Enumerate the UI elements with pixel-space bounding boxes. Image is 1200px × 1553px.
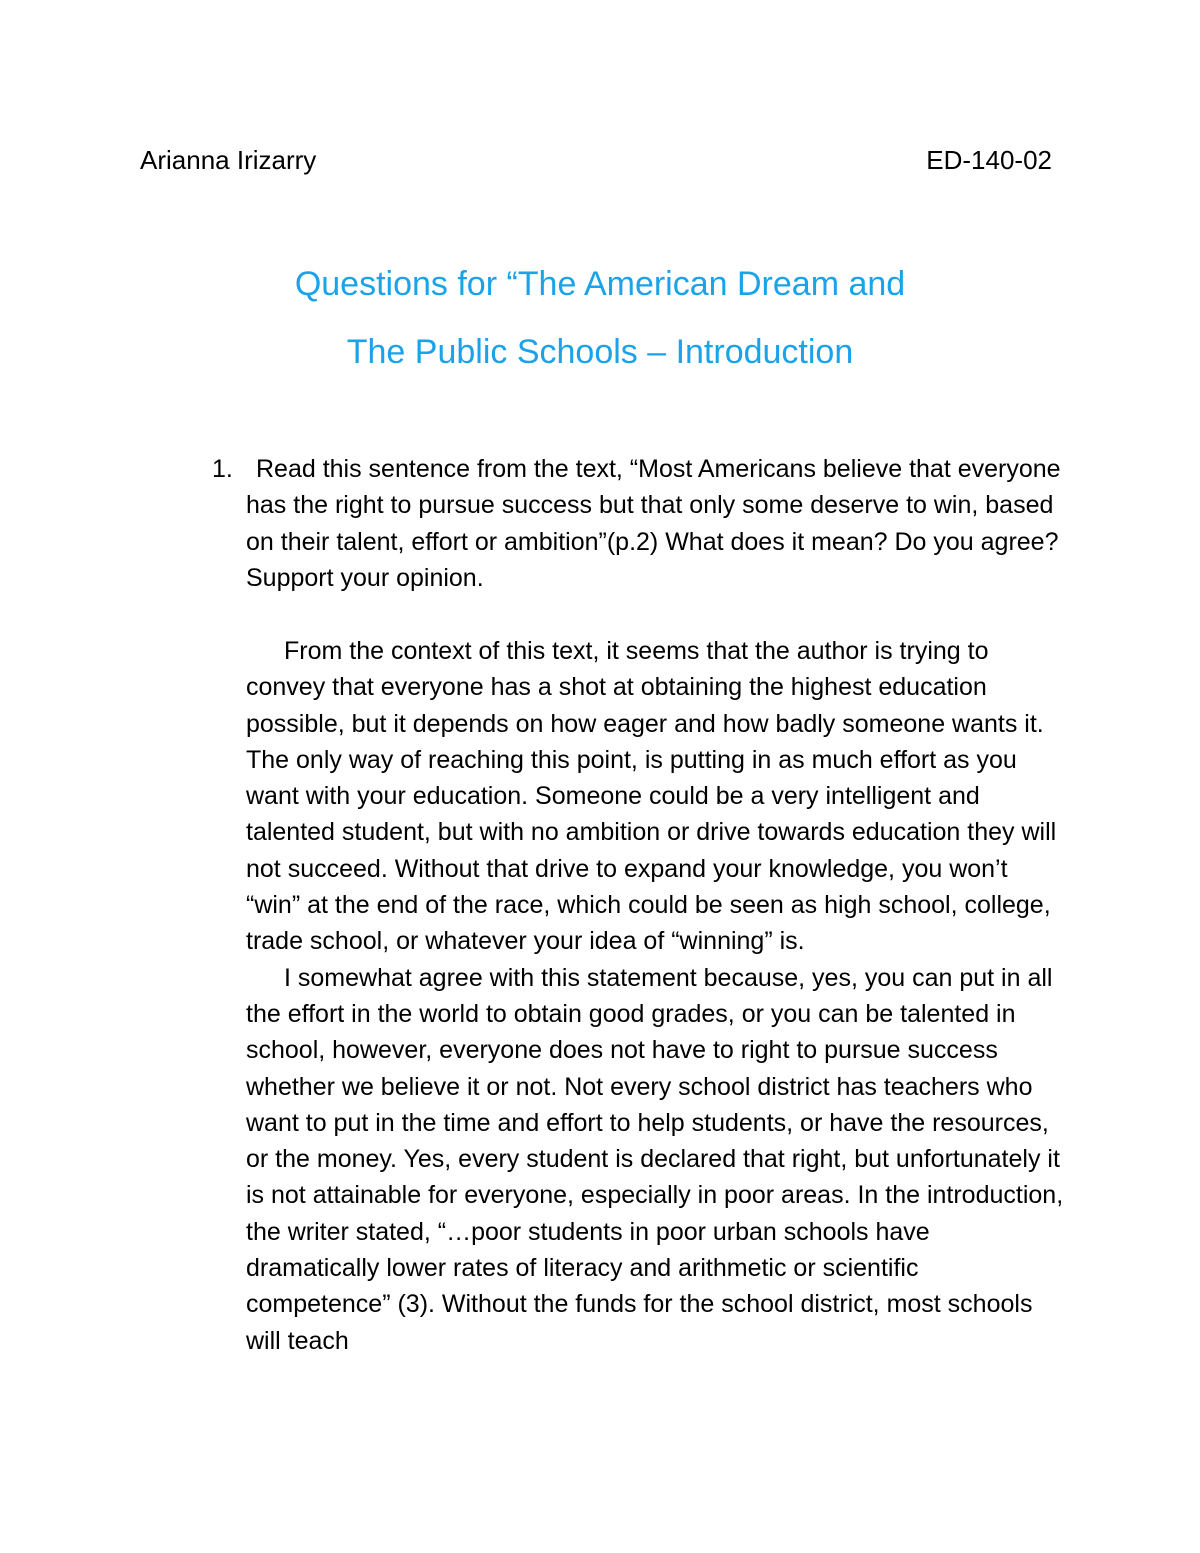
question-text: Read this sentence from the text, “Most Americans believe that everyone has the right to pursue success but that only some deserve to win, based on their talent, effort or ambition”(p.2) What does it mean? Do you agree? Support your opinion. — [246, 455, 1061, 592]
question-item — [200, 451, 1070, 596]
question-number: 1. — [212, 455, 233, 483]
answer-body — [246, 633, 1066, 1359]
page-header — [140, 140, 1052, 180]
answer-paragraph-1: From the context of this text, it seems that the author is trying to convey that everyone has a shot at obtaining the highest education possible, but it depends on how eager and how badly someone wants it. The only way of reaching this point, is putting in as much effort as you want with your education. Someone could be a very intelligent and talented student, but with no ambition or drive towards education they will not succeed. Without that drive to expand your knowledge, you won’t “win” at the end of the race, which could be seen as high school, college, trade school, or whatever your idea of “winning” is. — [246, 637, 1057, 956]
course-code: ED-140-02 — [926, 145, 1052, 175]
author-name: Arianna Irizarry — [140, 145, 317, 175]
document-title — [0, 250, 1200, 386]
title-line-2: The Public Schools – Introduction — [346, 333, 854, 371]
answer-paragraph-2: I somewhat agree with this statement because, yes, you can put in all the effort in the world to obtain good grades, or you can be talented in school, however, everyone does not have to right to pursue success whether we believe it or not. Not every school district has teachers who want to put in the time and effort to help students, or have the resources, or the money. Yes, every student is declared that right, but unfortunately it is not attainable for everyone, especially in poor areas. In the introduction, the writer stated, “…poor students in poor urban schools have dramatically lower rates of literacy and arithmetic or scientific competence” (3). Without the funds for the school district, most schools will teach — [246, 963, 1064, 1355]
title-line-1: Questions for “The American Dream and — [294, 265, 906, 303]
